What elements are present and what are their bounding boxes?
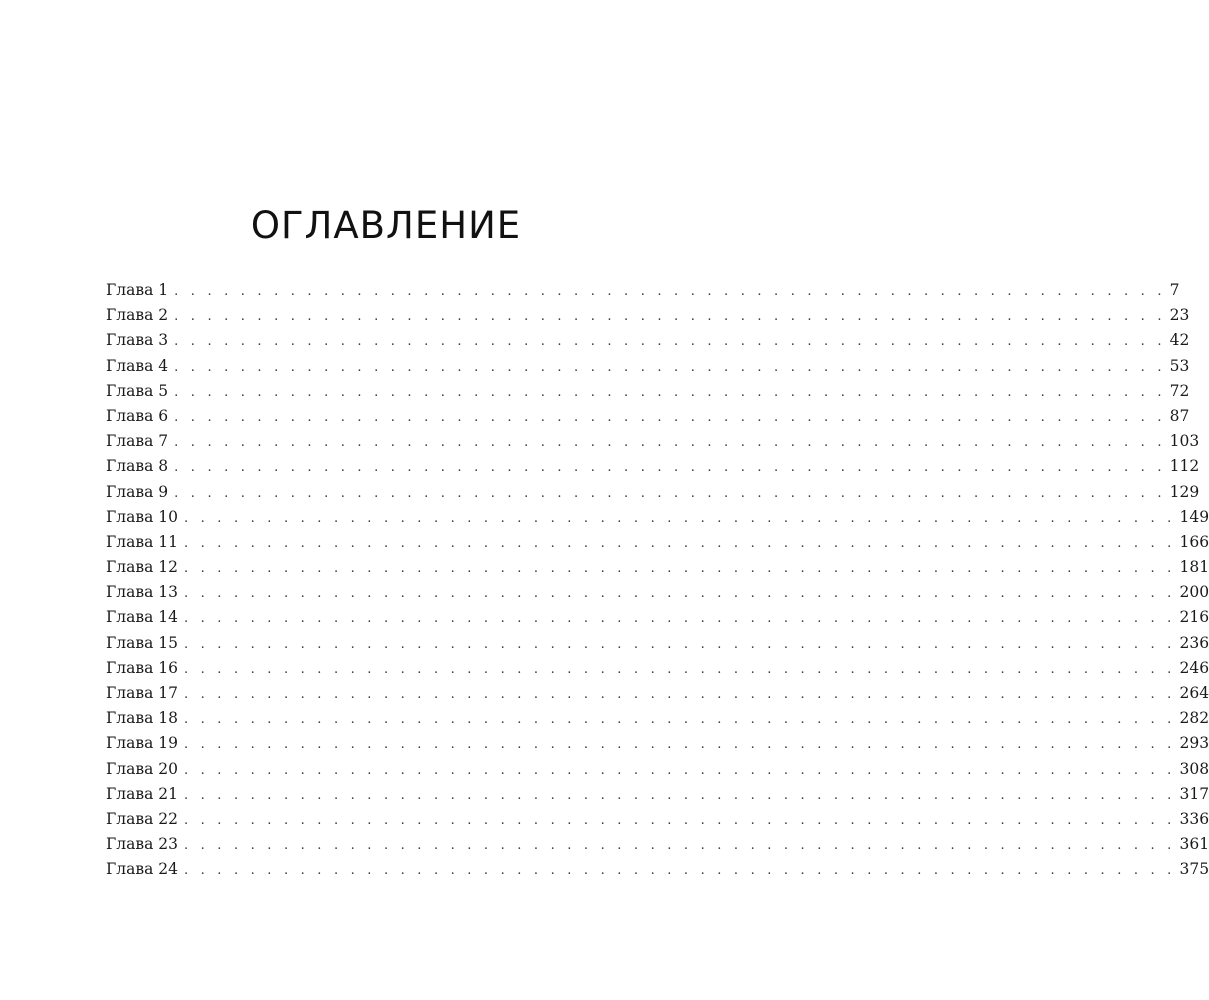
toc-entry[interactable] (106, 759, 1209, 785)
dot-leader: . . . . . . . . . . . . . . . . . . . . . . . . . . . . . . . . . . . . . . . . . . . . . . . . . . . . . . . . . . . . (183, 838, 1176, 854)
toc-entry[interactable] (106, 709, 1209, 734)
dot-leader: . . . . . . . . . . . . . . . . . . . . . . . . . . . . . . . . . . . . . . . . . . . . . . . . . . . . . . . . . . . . (183, 636, 1176, 652)
toc-entry-page-number: 200 (1179, 583, 1209, 602)
toc-entry[interactable] (106, 734, 1209, 759)
table-of-contents (106, 281, 1209, 886)
toc-entry-label: Глава 21 (106, 784, 178, 803)
toc-entry[interactable] (106, 658, 1209, 684)
toc-entry-page-number: 336 (1179, 809, 1209, 828)
toc-entry[interactable] (106, 532, 1209, 558)
dot-leader: . . . . . . . . . . . . . . . . . . . . . . . . . . . . . . . . . . . . . . . . . . . . . . . . . . . . . . . . . . . . (183, 687, 1176, 702)
toc-entry-page-number: 129 (1169, 482, 1200, 501)
dot-leader: . . . . . . . . . . . . . . . . . . . . . . . . . . . . . . . . . . . . . . . . . . . . . . . . . . . . . . . . . . . . (183, 712, 1176, 728)
dot-leader: . . . . . . . . . . . . . . . . . . . . . . . . . . . . . . . . . . . . . . . . . . . . . . . . . . . . . . . . . . . . (183, 812, 1176, 828)
toc-entry-label: Глава 2 (106, 306, 169, 325)
dot-leader: . . . . . . . . . . . . . . . . . . . . . . . . . . . . . . . . . . . . . . . . . . . . . . . . . . . . . . . . . . . . (174, 409, 1166, 425)
dot-leader: . . . . . . . . . . . . . . . . . . . . . . . . . . . . . . . . . . . . . . . . . . . . . . . . . . . . . . . . . . . . (183, 737, 1176, 753)
toc-entry-page-number: 361 (1179, 835, 1209, 854)
toc-entry[interactable] (106, 331, 1190, 356)
dot-leader: . . . . . . . . . . . . . . . . . . . . . . . . . . . . . . . . . . . . . . . . . . . . . . . . . . . . . . . . . . . . (183, 611, 1176, 627)
toc-entry[interactable] (106, 633, 1209, 659)
toc-entry-label: Глава 8 (106, 457, 169, 476)
dot-leader: . . . . . . . . . . . . . . . . . . . . . . . . . . . . . . . . . . . . . . . . . . . . . . . . . . . . . . . . . . . . (183, 535, 1176, 551)
toc-entry-label: Глава 4 (106, 356, 169, 375)
toc-entry-page-number: 112 (1169, 457, 1200, 476)
toc-entry-label: Глава 12 (106, 558, 178, 577)
toc-entry-page-number: 23 (1169, 306, 1190, 325)
dot-leader: . . . . . . . . . . . . . . . . . . . . . . . . . . . . . . . . . . . . . . . . . . . . . . . . . . . . . . . . . . . . (174, 359, 1166, 375)
toc-entry-label: Глава 1 (106, 281, 169, 299)
dot-leader: . . . . . . . . . . . . . . . . . . . . . . . . . . . . . . . . . . . . . . . . . . . . . . . . . . . . . . . . . . . . (174, 309, 1166, 325)
dot-leader: . . . . . . . . . . . . . . . . . . . . . . . . . . . . . . . . . . . . . . . . . . . . . . . . . . . . . . . . . . . . (183, 586, 1176, 602)
dot-leader: . . . . . . . . . . . . . . . . . . . . . . . . . . . . . . . . . . . . . . . . . . . . . . . . . . . . . . . . . . . . (183, 787, 1176, 803)
toc-entry-page-number: 87 (1169, 406, 1190, 425)
toc-entry[interactable] (106, 583, 1209, 608)
toc-entry[interactable] (106, 406, 1190, 432)
dot-leader: . . . . . . . . . . . . . . . . . . . . . . . . . . . . . . . . . . . . . . . . . . . . . . . . . . . . . . . . . . . . (174, 284, 1166, 299)
toc-entry[interactable] (106, 482, 1200, 508)
toc-entry-page-number: 293 (1179, 734, 1209, 753)
toc-entry-page-number: 181 (1179, 558, 1209, 577)
toc-entry-page-number: 53 (1169, 356, 1190, 375)
toc-entry-label: Глава 11 (106, 532, 178, 551)
toc-entry[interactable] (106, 356, 1190, 382)
toc-entry-label: Глава 17 (106, 684, 178, 702)
toc-entry-page-number: 42 (1169, 331, 1190, 350)
page-title: ОГЛАВЛЕНИЕ (250, 204, 522, 247)
toc-entry-label: Глава 13 (106, 583, 178, 602)
toc-entry-page-number: 282 (1179, 709, 1209, 728)
toc-entry-label: Глава 14 (106, 608, 178, 627)
toc-entry[interactable] (106, 835, 1209, 860)
dot-leader: . . . . . . . . . . . . . . . . . . . . . . . . . . . . . . . . . . . . . . . . . . . . . . . . . . . . . . . . . . . . (174, 334, 1166, 350)
toc-entry[interactable] (106, 860, 1209, 885)
toc-entry-label: Глава 10 (106, 507, 178, 526)
toc-entry-page-number: 264 (1179, 684, 1209, 702)
toc-entry-page-number: 103 (1169, 432, 1200, 451)
toc-entry[interactable] (106, 507, 1209, 533)
toc-entry[interactable] (106, 432, 1200, 457)
toc-entry-label: Глава 15 (106, 633, 178, 652)
toc-entry[interactable] (106, 608, 1209, 633)
toc-entry-label: Глава 18 (106, 709, 178, 728)
toc-entry-page-number: 7 (1169, 281, 1180, 299)
toc-entry-page-number: 149 (1179, 507, 1209, 526)
toc-entry-page-number: 236 (1179, 633, 1209, 652)
toc-entry-page-number: 317 (1179, 784, 1209, 803)
toc-entry-label: Глава 7 (106, 432, 169, 451)
dot-leader: . . . . . . . . . . . . . . . . . . . . . . . . . . . . . . . . . . . . . . . . . . . . . . . . . . . . . . . . . . . . (183, 762, 1176, 778)
toc-entry-label: Глава 9 (106, 482, 169, 501)
dot-leader: . . . . . . . . . . . . . . . . . . . . . . . . . . . . . . . . . . . . . . . . . . . . . . . . . . . . . . . . . . . . (183, 561, 1176, 577)
dot-leader: . . . . . . . . . . . . . . . . . . . . . . . . . . . . . . . . . . . . . . . . . . . . . . . . . . . . . . . . . . . . (174, 384, 1166, 400)
dot-leader: . . . . . . . . . . . . . . . . . . . . . . . . . . . . . . . . . . . . . . . . . . . . . . . . . . . . . . . . . . . . (183, 863, 1176, 879)
toc-entry-label: Глава 23 (106, 835, 178, 854)
toc-entry-label: Глава 19 (106, 734, 178, 753)
toc-entry[interactable] (106, 381, 1190, 407)
dot-leader: . . . . . . . . . . . . . . . . . . . . . . . . . . . . . . . . . . . . . . . . . . . . . . . . . . . . . . . . . . . . (183, 510, 1176, 526)
toc-entry-page-number: 216 (1179, 608, 1209, 627)
toc-entry-label: Глава 22 (106, 809, 178, 828)
toc-entry-page-number: 308 (1179, 759, 1209, 778)
toc-entry-label: Глава 24 (106, 860, 178, 879)
dot-leader: . . . . . . . . . . . . . . . . . . . . . . . . . . . . . . . . . . . . . . . . . . . . . . . . . . . . . . . . . . . . (174, 485, 1166, 501)
toc-entry[interactable] (106, 281, 1180, 306)
toc-entry-label: Глава 6 (106, 406, 169, 425)
toc-entry[interactable] (106, 784, 1209, 810)
toc-entry[interactable] (106, 809, 1209, 835)
toc-entry-label: Глава 16 (106, 658, 178, 677)
dot-leader: . . . . . . . . . . . . . . . . . . . . . . . . . . . . . . . . . . . . . . . . . . . . . . . . . . . . . . . . . . . . (174, 460, 1166, 476)
toc-entry-page-number: 246 (1179, 658, 1209, 677)
toc-entry-label: Глава 5 (106, 381, 169, 400)
toc-entry[interactable] (106, 457, 1200, 482)
dot-leader: . . . . . . . . . . . . . . . . . . . . . . . . . . . . . . . . . . . . . . . . . . . . . . . . . . . . . . . . . . . . (174, 435, 1166, 451)
toc-entry[interactable] (106, 558, 1209, 583)
dot-leader: . . . . . . . . . . . . . . . . . . . . . . . . . . . . . . . . . . . . . . . . . . . . . . . . . . . . . . . . . . . . (183, 661, 1176, 677)
toc-entry-label: Глава 3 (106, 331, 169, 350)
toc-entry-label: Глава 20 (106, 759, 178, 778)
toc-entry-page-number: 72 (1169, 381, 1190, 400)
toc-entry[interactable] (106, 684, 1209, 709)
toc-entry-page-number: 166 (1179, 532, 1209, 551)
toc-entry-page-number: 375 (1179, 860, 1209, 879)
toc-entry[interactable] (106, 306, 1190, 331)
